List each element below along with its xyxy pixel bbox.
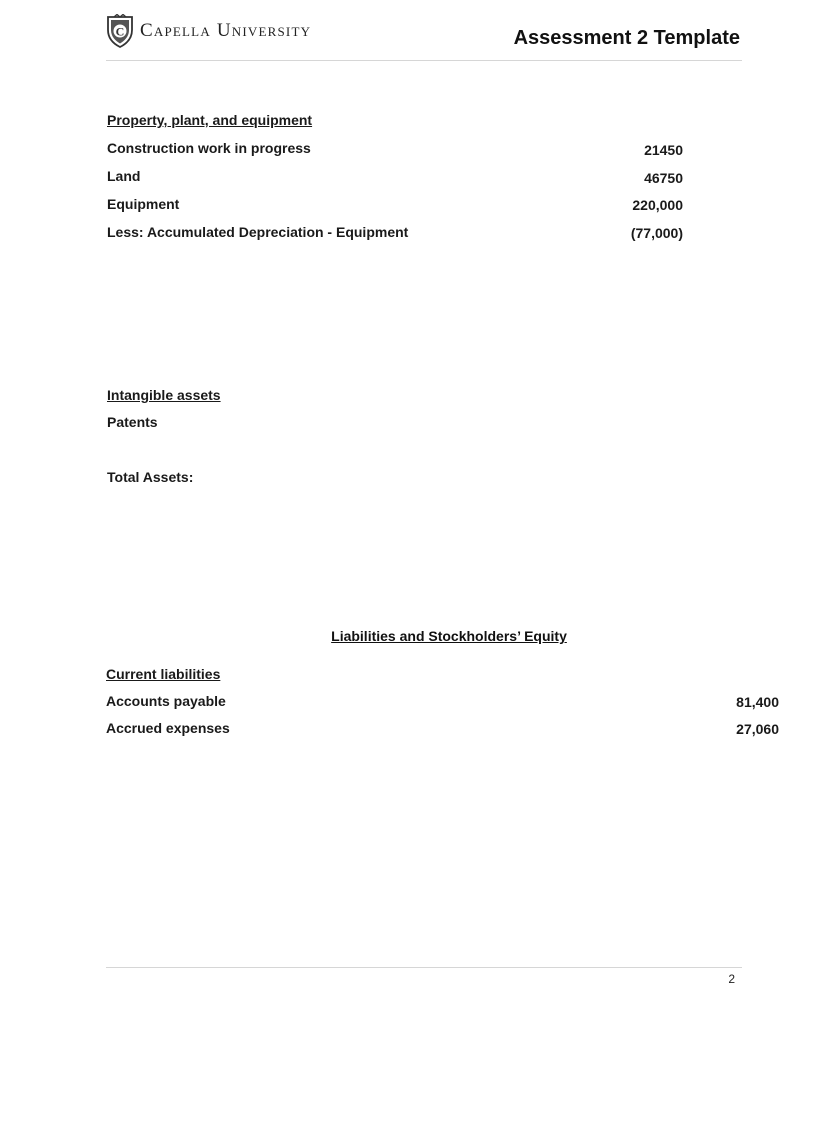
row-label-accum-depreciation: Less: Accumulated Depreciation - Equipment [107, 224, 409, 240]
row-label-accounts-payable: Accounts payable [106, 693, 226, 709]
ppe-heading: Property, plant, and equipment [107, 112, 313, 128]
document-title: Assessment 2 Template [513, 27, 740, 49]
row-value-accrued-expenses: 27,060 [736, 721, 779, 737]
capella-logo [106, 14, 311, 48]
header-divider [106, 60, 742, 61]
row-label-patents: Patents [107, 414, 158, 430]
intangible-heading: Intangible assets [107, 387, 221, 403]
row-value-construction: 21450 [644, 142, 683, 158]
row-label-construction: Construction work in progress [107, 140, 311, 156]
footer-divider [106, 967, 742, 968]
row-value-land: 46750 [644, 170, 683, 186]
row-label-equipment: Equipment [107, 196, 180, 212]
row-value-accum-depreciation: (77,000) [630, 225, 683, 241]
total-assets-label: Total Assets: [107, 469, 194, 485]
current-liabilities-heading: Current liabilities [106, 666, 221, 682]
liabilities-section-title: Liabilities and Stockholders’ Equity [331, 628, 567, 644]
row-value-accounts-payable: 81,400 [736, 694, 779, 710]
row-label-land: Land [107, 168, 141, 184]
row-value-equipment: 220,000 [632, 197, 683, 213]
capella-shield-icon [106, 14, 134, 48]
svg-text:C: C [115, 24, 125, 39]
row-label-accrued-expenses: Accrued expenses [106, 720, 230, 736]
university-name: Capella University [140, 20, 312, 41]
page-number: 2 [728, 972, 735, 986]
